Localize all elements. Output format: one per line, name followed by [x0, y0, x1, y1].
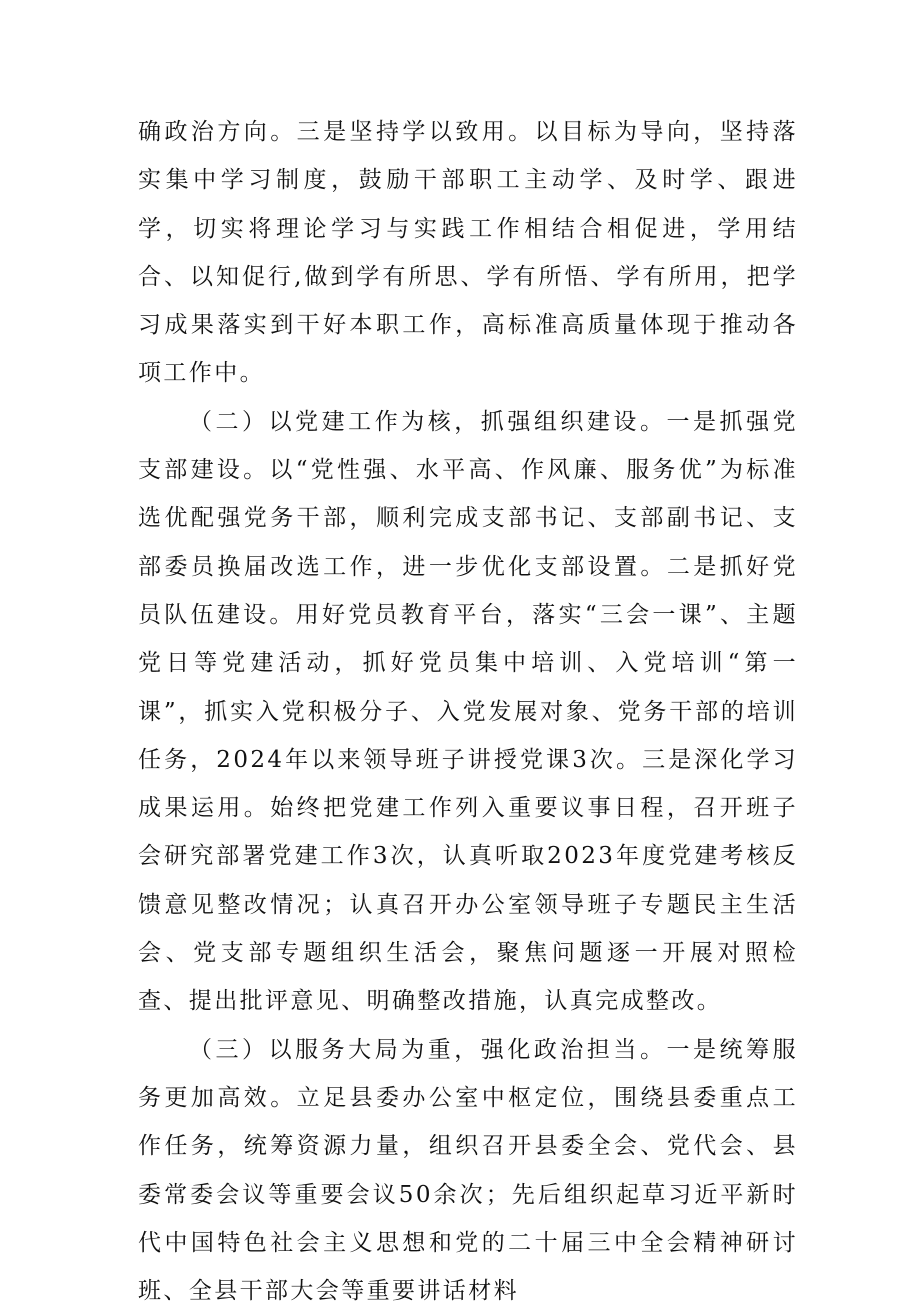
paragraph-1: 确政治方向。三是坚持学以致用。以目标为导向，坚持落实集中学习制度，鼓励干部职工主动学、及时学、跟进学，切实将理论学习与实践工作相结合相促进，学用结合、以知促行,做到学有所思、学有所悟、学有所用，把学习成果落实到干好本职工作，高标准高质量体现于推动各项工作中。 [138, 119, 798, 387]
paragraph-3: （三）以服务大局为重，强化政治担当。一是统筹服务更加高效。立足县委办公室中枢定位，围绕县委重点工作任务，统筹资源力量，组织召开县委全会、党代会、县委常委会议等重要会议50余次；先后组织起草习近平新时代中国特色社会主义思想和党的二十届三中全会精神研讨班、全县干部大会等重要讲话材料 [138, 1036, 798, 1305]
document-body [138, 108, 798, 1315]
paragraph-2: （二）以党建工作为核，抓强组织建设。一是抓强党支部建设。以“党性强、水平高、作风廉、服务优”为标准选优配强党务干部，顺利完成支部书记、支部副书记、支部委员换届改选工作，进一步优化支部设置。二是抓好党员队伍建设。用好党员教育平台，落实“三会一课”、主题党日等党建活动，抓好党员集中培训、入党培训“第一课”，抓实入党积极分子、入党发展对象、党务干部的培训任务，2024年以来领导班子讲授党课3次。三是深化学习成果运用。始终把党建工作列入重要议事日程，召开班子会研究部署党建工作3次，认真听取2023年度党建考核反馈意见整改情况；认真召开办公室领导班子专题民主生活会、党支部专题组织生活会，聚焦问题逐一开展对照检查、提出批评意见、明确整改措施，认真完成整改。 [138, 408, 798, 1015]
